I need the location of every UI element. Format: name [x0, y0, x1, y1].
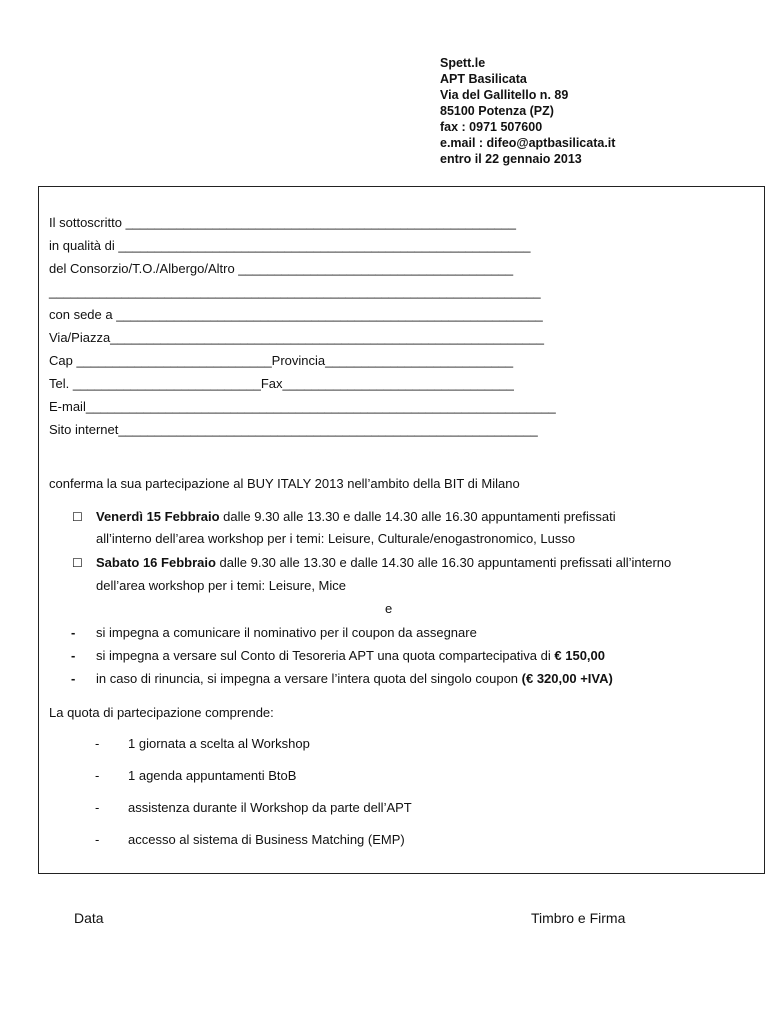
- includes-title: La quota di partecipazione comprende:: [49, 705, 274, 720]
- include-item: 1 giornata a scelta al Workshop: [128, 736, 310, 751]
- field-sede[interactable]: con sede a ___________________________________________________________: [49, 307, 543, 322]
- bullet-dash: -: [95, 768, 100, 783]
- field-sito[interactable]: Sito internet__________________________________________________________: [49, 422, 538, 437]
- option-venerdi-line1: [96, 509, 616, 525]
- address-line: 85100 Potenza (PZ): [440, 104, 554, 118]
- address-line: APT Basilicata: [440, 72, 527, 86]
- registration-form: [38, 186, 765, 874]
- recipient-address: [440, 55, 615, 167]
- include-item: assistenza durante il Workshop da parte dell’APT: [128, 800, 412, 815]
- option-day: Venerdì 15 Febbraio: [96, 509, 220, 524]
- bullet-dash: -: [71, 671, 76, 686]
- address-line: Spett.le: [440, 56, 486, 70]
- option-day: Sabato 16 Febbraio: [96, 555, 216, 570]
- checkbox-venerdi[interactable]: ☐: [72, 510, 83, 524]
- field-email[interactable]: E-mail_________________________________________________________________: [49, 399, 556, 414]
- field-consorzio[interactable]: del Consorzio/T.O./Albergo/Altro ______________________________________: [49, 261, 514, 276]
- bullet-dash: -: [71, 648, 76, 663]
- commitment-amount: (€ 320,00 +IVA): [521, 671, 613, 686]
- conjunction-e: e: [385, 601, 393, 616]
- address-fax: fax : 0971 507600: [440, 120, 543, 134]
- field-cap-provincia[interactable]: Cap ___________________________Provincia__________________________: [49, 353, 514, 368]
- option-sabato-line2: dell’area workshop per i temi: Leisure, Mice: [96, 578, 346, 593]
- confirm-text: conferma la sua partecipazione al BUY ITALY 2013 nell’ambito della BIT di Milano: [49, 476, 520, 491]
- commitment-text: si impegna a versare sul Conto di Tesoreria APT una quota compartecipativa di: [96, 648, 555, 663]
- option-sabato-line1: [96, 555, 671, 571]
- commitment-2: [96, 648, 605, 664]
- option-time: dalle 9.30 alle 13.30 e dalle 14.30 alle 16.30 appuntamenti prefissati: [219, 509, 616, 524]
- address-email: e.mail : difeo@aptbasilicata.it: [440, 136, 616, 150]
- field-consorzio-cont[interactable]: ____________________________________________________________________: [49, 284, 541, 299]
- bullet-dash: -: [71, 625, 76, 640]
- field-qualita[interactable]: in qualità di _________________________________________________________: [49, 238, 531, 253]
- bullet-dash: -: [95, 832, 100, 847]
- address-deadline: entro il 22 gennaio 2013: [440, 152, 582, 166]
- option-venerdi-line2: all’interno dell’area workshop per i temi: Leisure, Culturale/enogastronomico, Lusso: [96, 531, 576, 546]
- commitment-3: [96, 671, 613, 687]
- checkbox-sabato[interactable]: ☐: [72, 556, 83, 570]
- include-item: accesso al sistema di Business Matching (EMP): [128, 832, 405, 847]
- commitment-amount: € 150,00: [554, 648, 605, 663]
- commitment-text: si impegna a comunicare il nominativo per il coupon da assegnare: [96, 625, 477, 640]
- date-label: Data: [74, 910, 104, 926]
- stamp-signature-label: Timbro e Firma: [531, 910, 626, 926]
- bullet-dash: -: [95, 800, 100, 815]
- commitment-text: in caso di rinuncia, si impegna a versare l’intera quota del singolo coupon: [96, 671, 522, 686]
- bullet-dash: -: [95, 736, 100, 751]
- commitment-1: [96, 625, 477, 641]
- option-time: dalle 9.30 alle 13.30 e dalle 14.30 alle 16.30 appuntamenti prefissati all’interno: [215, 555, 672, 570]
- field-via[interactable]: Via/Piazza____________________________________________________________: [49, 330, 544, 345]
- field-sottoscritto[interactable]: Il sottoscritto ______________________________________________________: [49, 215, 516, 230]
- include-item: 1 agenda appuntamenti BtoB: [128, 768, 297, 783]
- address-line: Via del Gallitello n. 89: [440, 88, 569, 102]
- field-tel-fax[interactable]: Tel. __________________________Fax________________________________: [49, 376, 514, 391]
